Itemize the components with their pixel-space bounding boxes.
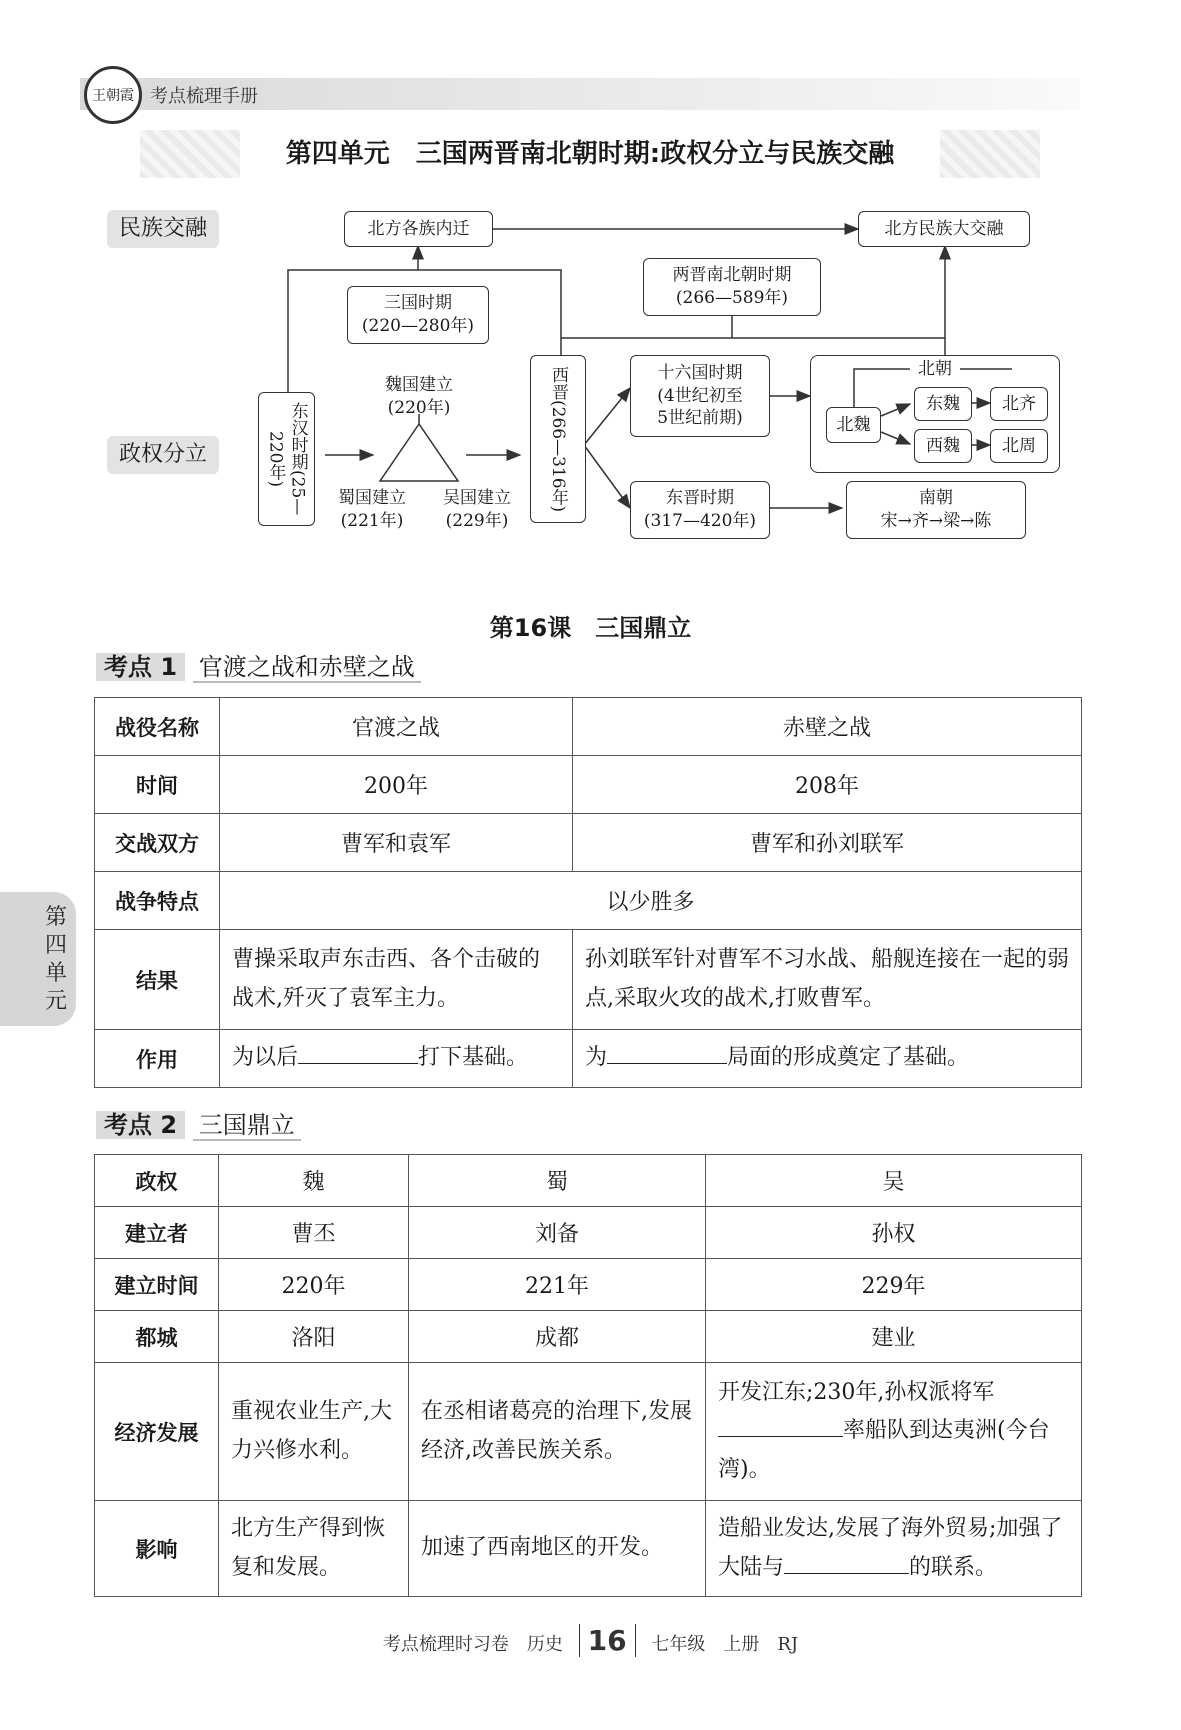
kp1-badge [96, 653, 185, 681]
kp2-cell: 重视农业生产,大力兴修水利。 [219, 1363, 409, 1501]
footer [0, 1624, 1181, 1657]
kp2-cell: 吴 [706, 1155, 1082, 1207]
kp2-cell: 229年 [706, 1259, 1082, 1311]
kp1-row3-header: 战争特点 [95, 872, 220, 930]
kp2-heading [96, 1106, 301, 1144]
kp1-row4-header: 结果 [95, 930, 220, 1030]
kp1-badge-text: 考点 [104, 653, 152, 681]
node-southern-dynasties [846, 481, 1026, 539]
fill-text: 为以后 [232, 1045, 299, 1071]
northern-dynasties-label: 北朝 [910, 358, 960, 381]
kp2-cell: 孙权 [706, 1207, 1082, 1259]
table-row [95, 1363, 1082, 1501]
book-title: 考点梳理手册 [150, 86, 258, 107]
wei-label: 魏国建立 [385, 375, 453, 395]
kp1-heading [96, 648, 421, 686]
kp1-table [94, 697, 1082, 1088]
blank-field[interactable] [298, 1041, 418, 1064]
fill-text: 局面的形成奠定了基础。 [727, 1045, 970, 1071]
logo-text: 王朝霞 [92, 88, 134, 104]
eastern-jin-label: 东晋时期 [666, 488, 734, 509]
node-eastern-wei: 东魏 [914, 387, 972, 421]
kp1-cell: 曹操采取声东击西、各个击破的战术,歼灭了袁军主力。 [220, 930, 573, 1030]
kp2-cell: 曹丕 [219, 1207, 409, 1259]
row-label-ethnic: 民族交融 [107, 210, 219, 248]
kp2-num: 2 [160, 1111, 178, 1139]
unit-title: 第四单元 三国两晋南北朝时期:政权分立与民族交融 [240, 130, 940, 178]
node-north-fusion: 北方民族大交融 [858, 211, 1030, 247]
kp2-cell: 蜀 [409, 1155, 706, 1207]
kp2-cell: 221年 [409, 1259, 706, 1311]
table-row [95, 1207, 1082, 1259]
kp1-cell: 官渡之战 [220, 698, 573, 756]
node-eastern-han: 东汉时期(25—220年) [258, 392, 315, 526]
table-row [95, 1259, 1082, 1311]
three-kingdoms-years: (220—280年) [361, 316, 475, 336]
kp1-cell: 孙刘联军针对曹军不习水战、船舰连接在一起的弱点,采取火攻的战术,打败曹军。 [573, 930, 1082, 1030]
table-row [95, 930, 1082, 1030]
row-label-regime: 政权分立 [107, 436, 219, 474]
blank-field[interactable] [607, 1041, 727, 1064]
kp2-cell: 刘备 [409, 1207, 706, 1259]
blank-field[interactable] [784, 1551, 909, 1574]
footer-right: 七年级 上册 RJ [651, 1634, 799, 1655]
kp2-cell: 魏 [219, 1155, 409, 1207]
kp1-title: 官渡之战和赤壁之战 [193, 653, 421, 683]
table-row [95, 756, 1082, 814]
kp2-cell: 220年 [219, 1259, 409, 1311]
table-row [95, 814, 1082, 872]
kp1-row2-header: 交战双方 [95, 814, 220, 872]
node-north-migration: 北方各族内迁 [344, 211, 493, 247]
node-northern-wei: 北魏 [826, 407, 881, 443]
table-row [95, 1155, 1082, 1207]
wu-year: (229年) [445, 510, 509, 531]
kp2-row0-header: 政权 [95, 1155, 219, 1207]
shu-year: (221年) [340, 510, 404, 531]
kp2-badge [96, 1111, 185, 1139]
kp2-row2-header: 建立时间 [95, 1259, 219, 1311]
kp2-row3-header: 都城 [95, 1311, 219, 1363]
fill-text: 为 [585, 1045, 608, 1071]
kp1-cell: 以少胜多 [220, 872, 1082, 930]
diagram-connectors [0, 0, 1181, 560]
jin-nb-years: (266—589年) [675, 288, 789, 308]
kp2-title: 三国鼎立 [193, 1111, 301, 1141]
fill-text: 打下基础。 [418, 1045, 529, 1071]
page-number: 16 [579, 1624, 636, 1657]
node-jin-nb [643, 258, 821, 316]
kp1-num: 1 [160, 653, 178, 681]
fill-text: 造船业发达,发展了海外贸易;加强了大陆与 [718, 1516, 1063, 1580]
kp1-cell: 曹军和孙刘联军 [573, 814, 1082, 872]
table-row [95, 1030, 1082, 1088]
kp2-cell: 建业 [706, 1311, 1082, 1363]
kp1-cell: 208年 [573, 756, 1082, 814]
jin-nb-label: 两晋南北朝时期 [672, 265, 792, 286]
node-sixteen-kingdoms [630, 355, 770, 437]
fill-text: 开发江东;230年,孙权派将军 [718, 1379, 995, 1405]
node-eastern-jin [630, 481, 770, 539]
label-shu [323, 487, 421, 533]
kp1-row0-header: 战役名称 [95, 698, 220, 756]
kp1-row1-header: 时间 [95, 756, 220, 814]
footer-left: 考点梳理时习卷 历史 [382, 1634, 563, 1655]
eastern-jin-years: (317—420年) [643, 511, 757, 531]
kp2-row5-header: 影响 [95, 1501, 219, 1597]
table-row [95, 1501, 1082, 1597]
node-three-kingdoms [347, 286, 489, 344]
kp1-cell: 赤壁之战 [573, 698, 1082, 756]
kp2-cell [706, 1363, 1082, 1501]
table-row [95, 1311, 1082, 1363]
fill-text: 的联系。 [909, 1554, 998, 1580]
kp2-cell: 加速了西南地区的开发。 [409, 1501, 706, 1597]
kp2-row4-header: 经济发展 [95, 1363, 219, 1501]
southern-dynasties-sequence: 宋→齐→梁→陈 [880, 511, 992, 531]
kp2-cell: 北方生产得到恢复和发展。 [219, 1501, 409, 1597]
fill-text: 率船队到达夷洲(今台湾)。 [718, 1418, 1050, 1482]
node-northern-zhou: 北周 [990, 429, 1048, 463]
kp1-cell: 200年 [220, 756, 573, 814]
side-tab-label: 第四单元 [44, 905, 67, 1014]
kp2-row1-header: 建立者 [95, 1207, 219, 1259]
sixteen-label: 十六国时期 [657, 362, 743, 383]
southern-dynasties-label: 南朝 [919, 488, 953, 509]
three-kingdoms-label: 三国时期 [384, 293, 452, 314]
lesson-title: 第16课 三国鼎立 [489, 614, 692, 642]
wu-label: 吴国建立 [443, 488, 511, 508]
wei-year: (220年) [387, 397, 451, 418]
table-row [95, 698, 1082, 756]
shu-label: 蜀国建立 [338, 488, 406, 508]
node-northern-qi: 北齐 [990, 387, 1048, 421]
kp1-cell: 曹军和袁军 [220, 814, 573, 872]
sixteen-years-2: 5世纪前期) [657, 408, 743, 429]
node-western-wei: 西魏 [914, 429, 972, 463]
kp2-cell: 成都 [409, 1311, 706, 1363]
kp2-badge-text: 考点 [104, 1111, 152, 1139]
table-row [95, 872, 1082, 930]
kp2-cell: 在丞相诸葛亮的治理下,发展经济,改善民族关系。 [409, 1363, 706, 1501]
kp1-row5-header: 作用 [95, 1030, 220, 1088]
kp2-cell [706, 1501, 1082, 1597]
kp2-cell: 洛阳 [219, 1311, 409, 1363]
label-wei [364, 374, 474, 420]
label-wu [428, 487, 526, 533]
node-western-jin: 西晋(266—316年) [530, 355, 586, 523]
kp1-cell [220, 1030, 573, 1088]
blank-field[interactable] [718, 1414, 843, 1437]
kp1-cell [573, 1030, 1082, 1088]
kp2-table [94, 1154, 1082, 1597]
sixteen-years-1: (4世纪初至 [657, 385, 743, 406]
